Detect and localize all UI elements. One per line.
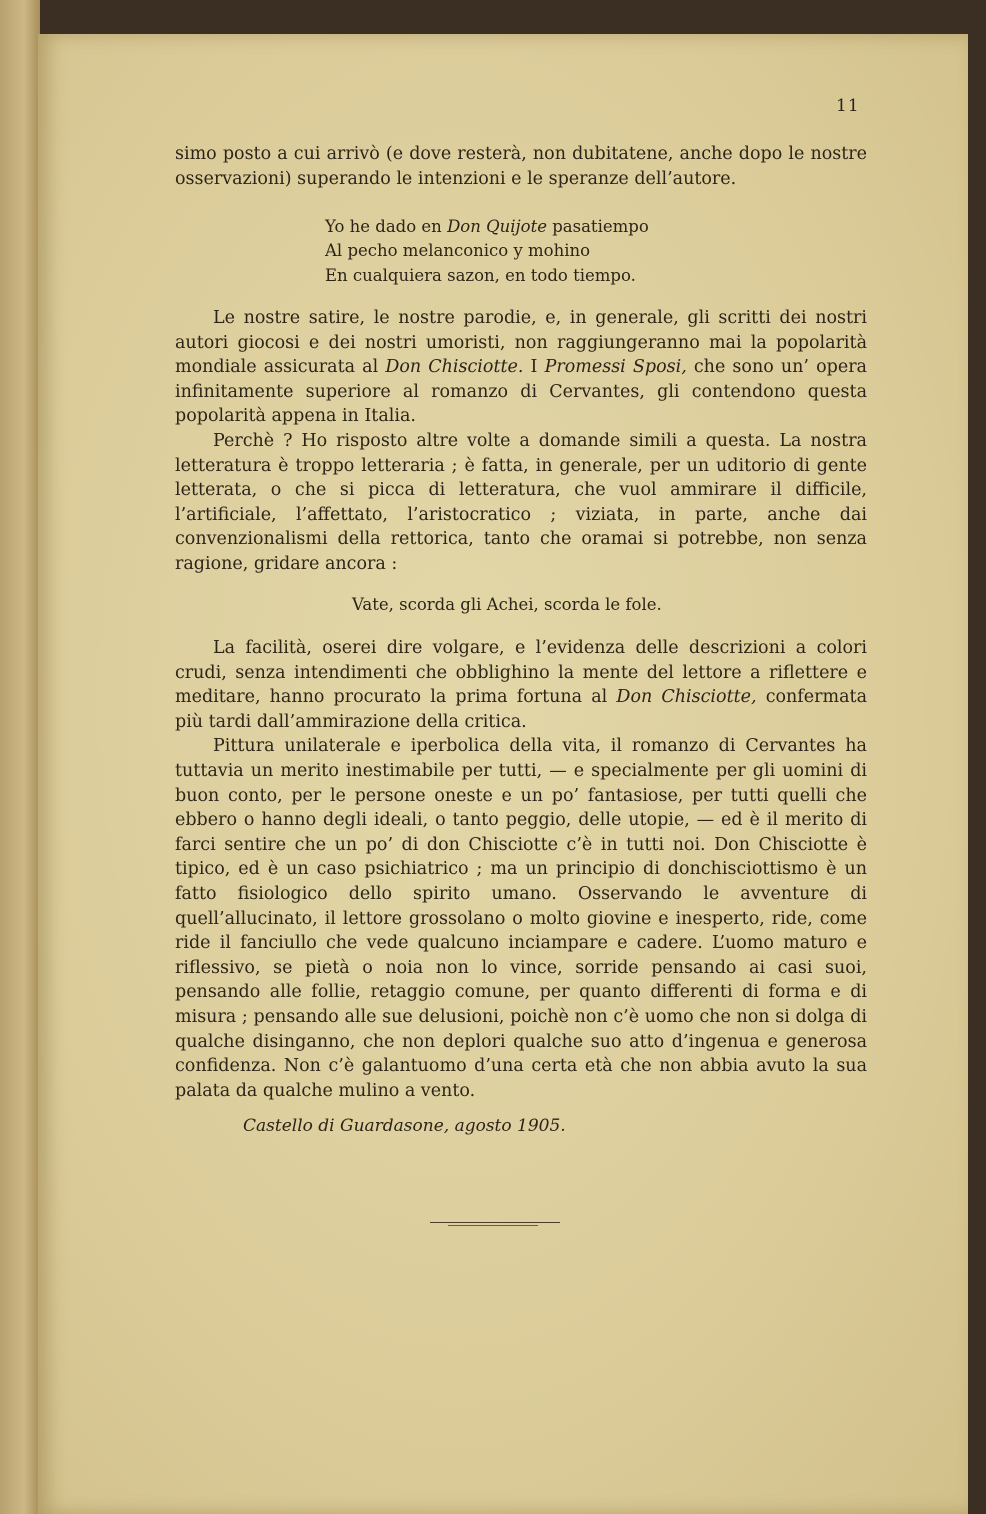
main-text-continued bbox=[175, 636, 867, 1103]
verse-line-2: Al pecho melanconico y mohino bbox=[325, 241, 591, 261]
page-number: 11 bbox=[836, 96, 860, 116]
signature-line: Castello di Guardasone, agosto 1905. bbox=[243, 1116, 566, 1136]
paragraph-perche: Perchè ? Ho risposto altre volte a domande simili a questa. La nostra letteratura è troppo letteraria ; è fatta, in generale, per un uditorio di gente letterata, o che si picca di letteratura, che vuol ammirare il difficile, l’artificiale, l’affettato, l’aristocratico ; viziata, in parte, anche dai convenzionalismi della rettorica, tanto che oramai si potrebbe, non senza ragione, gridare ancora : bbox=[175, 430, 867, 574]
verse-title: Don Quijote bbox=[447, 217, 547, 236]
title-don-chisciotte-2: Don Chisciotte, bbox=[616, 687, 757, 708]
closing-rule-short bbox=[448, 1225, 538, 1226]
paragraph-pittura: Pittura unilaterale e iperbolica della vita, il romanzo di Cervantes ha tuttavia un merito inestimabile per tutti, — e specialmente per gli uomini di buon conto, per le persone oneste e un po’ fantasiose, per tutti quelli che ebbero o hanno degli ideali, o tanto peggio, delle utopie, — ed è il merito di farci sentire che un po’ di don Chisciotte c’è in tutti noi. Don Chisciotte è tipico, ed è un caso psichiatrico ; ma un principio di donchisciottismo è un fatto fisiologico dello spirito umano. Osservando le avventure di quell’allucinato, il lettore grossolano o molto giovine e inesperto, ride, come ride il fanciullo che vede qualcuno inciampare e cadere. L’uomo maturo e riflessivo, se pietà o noia non lo vince, sorride pensando ai casi suoi, pensando alle follie, retaggio comune, per quanto differenti di forma e di misura ; pensando alle sue delusioni, poichè non c’è uomo che non si dolga di qualche disinganno, che non deplori qualche suo atto d’ingenua e generosa confidenza. Non c’è galantuomo d’una certa età che non abbia avuto la sua palata da qualche mulino a vento. bbox=[175, 736, 867, 1101]
opening-paragraph-block bbox=[175, 142, 867, 191]
quote-line: Vate, scorda gli Achei, scorda le fole. bbox=[352, 595, 662, 614]
book-page bbox=[38, 34, 968, 1514]
previous-page-edge bbox=[0, 0, 40, 1514]
opening-paragraph: simo posto a cui arrivò (e dove resterà, non dubitatene, anche dopo le nostre osservazioni) superando le intenzioni e le speranze dell’autore. bbox=[175, 144, 867, 189]
main-text bbox=[175, 306, 867, 577]
closing-rule bbox=[430, 1222, 560, 1223]
paragraph-satire: Le nostre satire, le nostre parodie, e, in generale, gli scritti dei nostri autori giocosi e dei nostri umoristi, non raggiungeranno mai la popolarità mondiale assicurata al Don Chisciotte. I Promessi Sposi, che sono un’ opera infinitamente superiore al romanzo di Cervantes, gli contendono questa popolarità appena in Italia. bbox=[175, 308, 867, 427]
title-promessi-sposi: Promessi Sposi, bbox=[544, 357, 687, 378]
verse-line-1: Yo he dado en Don Quijote pasatiempo bbox=[325, 217, 649, 236]
verse-line-3: En cualquiera sazon, en todo tiempo. bbox=[325, 265, 636, 285]
spanish-verse bbox=[325, 215, 649, 288]
paragraph-facilita: La facilità, oserei dire volgare, e l’evidenza delle descrizioni a colori crudi, senza intendimenti che obblighino la mente del lettore a riflettere e meditare, hanno procurato la prima fortuna al Don Chisciotte, confermata più tardi dall’ammirazione della critica. bbox=[175, 638, 867, 732]
title-don-chisciotte: Don Chisciotte. bbox=[385, 357, 524, 378]
